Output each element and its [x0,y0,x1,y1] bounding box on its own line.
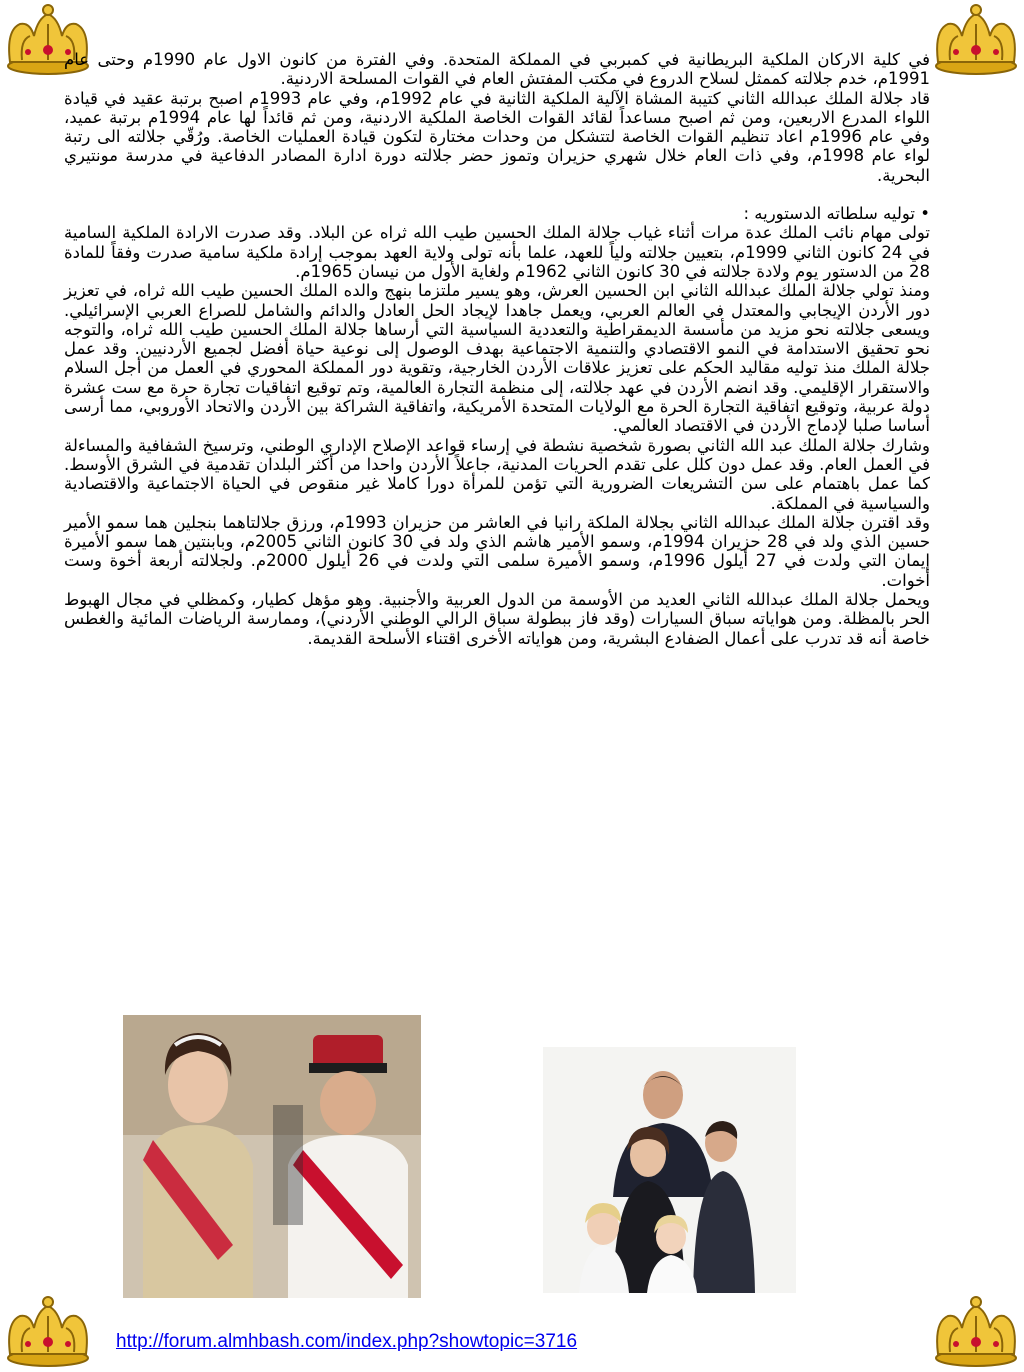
article-body [64,50,930,648]
paragraph-crown-prince: تولى مهام نائب الملك عدة مرات أثناء غياب جلالة الملك الحسين طيب الله ثراه عن البلاد. وقد صدرت الارادة الملكية السامية في 24 كانون الثاني 1999م، بتعيين جلالته ولياً للعهد، علما بأنه تولى ولاية العهد بموجب إرادة ملكية سامية صدرت وفقاً للمادة 28 من الدستور يوم ولادة جلالته في 30 كانون الثاني 1962م ولغاية الأول من نيسان 1965م. [64,223,930,281]
crown-icon [928,0,1024,80]
paragraph-reign-policy: ومنذ تولي جلالة الملك عبدالله الثاني ابن الحسين العرش، وهو يسير ملتزما بنهج والده الملك الحسين طيب الله ثراه، في تعزيز دور الأردن الإيجابي والمعتدل في العالم العربي، ويعمل جاهدا لإيجاد الحل العادل والدائم والشامل للصراع العربي الإسرائيلي. ويسعى جلالته نحو مزيد من مأسسة الديمقراطية والتعددية السياسية التي أرساها جلالة الملك الحسين طيب الله ثراه، والتوجه نحو تحقيق الاستدامة في النمو الاقتصادي والتنمية الاجتماعية بهدف الوصول إلى نوعية حياة أفضل لجميع الأردنيين. وقد عمل جلالة الملك منذ توليه مقاليد الحكم على تعزيز علاقات الأردن الخارجية، وتقوية دور المملكة المحوري في العمل من أجل السلام والاستقرار الإقليمي. وقد انضم الأردن في عهد جلالته، إلى منظمة التجارة العالمية، وتم توقيع اتفاقيات تجارة حرة مع ست عشرة دولة عربية، وتوقيع اتفاقية التجارة الحرة مع الولايات المتحدة الأمريكية، واتفاقية الشراكة بين الأردن والاتحاد الأوروبي، مما أرسى أساسا صلبا لإدماج الأردن في الاقتصاد العالمي. [64,281,930,436]
crown-icon [0,1292,96,1372]
paragraph-military-training: في كلية الاركان الملكية البريطانية في كمبربي في المملكة المتحدة. وفي الفترة من كانون الاول عام 1990م وحتى عام 1991م، خدم جلالته كممثل لسلاح الدروع في مكتب المفتش العام في القوات المسلحة الاردنية. [64,50,930,89]
crown-icon [928,1292,1024,1372]
royal-couple-photo [123,1015,421,1298]
paragraph-honors-hobbies: ويحمل جلالة الملك عبدالله الثاني العديد من الأوسمة من الدول العربية والأجنبية. وهو مؤهل كطيار، وكمظلي في مجال الهبوط الحر بالمظلة. ومن هواياته سباق السيارات (وقد فاز ببطولة سباق الرالي الوطني الأردني)، وممارسة الرياضات المائية والغطس خاصة أنه قد تدرب على أعمال الضفادع البشرية، ومن هواياته الأخرى اقتناء الأسلحة القديمة. [64,590,930,648]
royal-family-photo [543,1047,796,1293]
source-url-link[interactable]: http://forum.almhbash.com/index.php?showtopic=3716 [116,1331,578,1352]
paragraph-spacer [64,185,930,204]
paragraph-family: وقد اقترن جلالة الملك عبدالله الثاني بجلالة الملكة رانيا في العاشر من حزيران 1993م، ورزق جلالتاهما بنجلين هما سمو الأمير حسين الذي ولد في 28 حزيران 1994م، وسمو الأمير هاشم الذي ولد في 30 كانون الثاني 2005م، وبابنتين هما سمو الأميرة إيمان التي ولدت في 27 أيلول 1996م، وسمو الأميرة سلمى التي ولدت في 26 أيلول 2000م. ولجلالته أربعة أخوة وست أخوات. [64,512,931,590]
paragraph-reforms: وشارك جلالة الملك عبد الله الثاني بصورة شخصية نشطة في إرساء قواعد الإصلاح الإداري الوطني، وترسيخ الشفافية والمساءلة في العمل العام. وقد عمل دون كلل على تقدم الحريات المدنية، جاعلاً الأردن واحدا من أكثر البلدان تقدمية في الشرق الأوسط. كما عمل باهتمام على سن التشريعات الضرورية التي تؤمن للمرأة دورا كاملا غير منقوص في الحياة الاجتماعية والاقتصادية والسياسية في المملكة. [64,435,930,513]
paragraph-military-commands: قاد جلالة الملك عبدالله الثاني كتيبة المشاة الآلية الملكية الثانية في عام 1992م، وفي عام 1993م اصبح برتبة عقيد في قيادة اللواء المدرع الاربعين، ومن ثم اصبح مساعداً لقائد القوات الخاصة الملكية الاردنية، ومن ثم قائداً لها عام 1994م برتبة عميد، وفي عام 1996م اعاد تنظيم القوات الخاصة لتتشكل من وحدات مختارة لتكون قيادة العمليات الخاصة. ورُقّي جلالته الى رتبة لواء عام 1998م، وفي ذات العام خلال شهري حزيران وتموز حضر جلالته دورة ادارة المصادر الدفاعية في مدرسة مونتيري البحرية. [64,88,931,185]
section-heading-constitutional-powers: • توليه سلطاته الدستوريه : [743,204,930,224]
